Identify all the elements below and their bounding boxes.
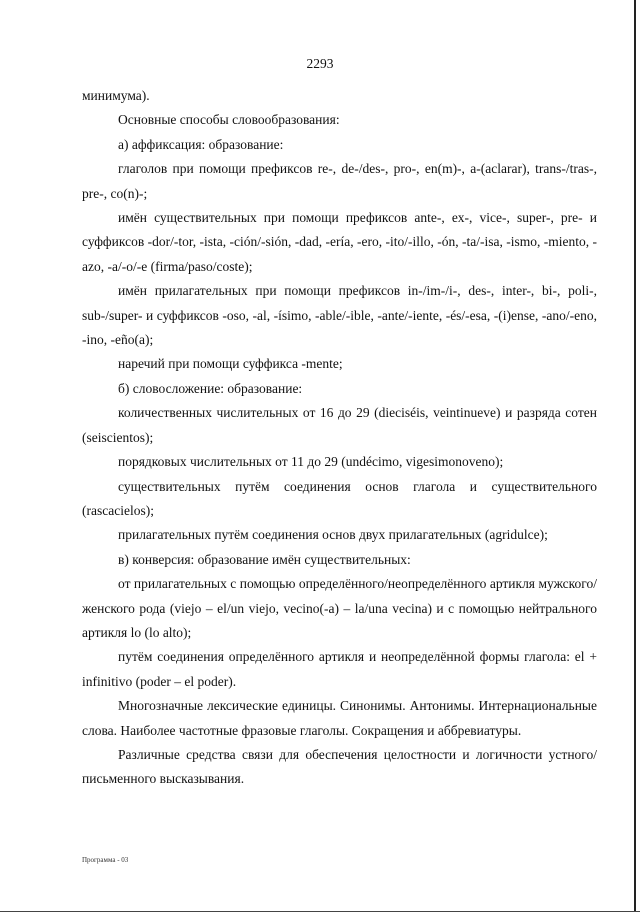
- paragraph: существительных путём соединения основ глагола и существительного (rascacielos);: [82, 478, 597, 518]
- paragraph: прилагательных путём соединения основ двух прилагательных (agridulce);: [118, 527, 548, 543]
- paragraph: имён существительных при помощи префиксов ante-, ex-, vice-, super-, pre- и суффиксов -dor/-tor, -ista, -ción/-sión, -dad, -ería, -ero, -ito/-illo, -ón, -ta/-isa, -ismo, -miento, -azo, -a/-o/-e (firma/paso/coste);: [82, 210, 597, 274]
- paragraph: порядковых числительных от 11 до 29 (undécimo, vigesimonoveno);: [118, 454, 504, 470]
- paragraph: б) словосложение: образование:: [118, 380, 303, 396]
- paragraph: Многозначные лексические единицы. Синонимы. Антонимы. Интернациональные слова. Наиболее частотные фразовые глаголы. Сокращения и аббревиатуры.: [82, 698, 597, 738]
- paragraph: глаголов при помощи префиксов re-, de-/des-, pro-, en(m)-, a-(aclarar), trans-/tras-, pre-, co(n)-;: [82, 161, 597, 201]
- paragraph: количественных числительных от 16 до 29 (dieciséis, veintinueve) и разряда сотен (seiscientos);: [82, 405, 597, 445]
- paragraph: путём соединения определённого артикля и неопределённой формы глагола: el + infinitivo (poder – el poder).: [82, 649, 597, 689]
- paragraph: в) конверсия: образование имён существительных:: [118, 551, 411, 567]
- paragraph: Основные способы словообразования:: [118, 112, 340, 128]
- footer-label: Программа - 03: [82, 856, 129, 864]
- page-number: 2293: [306, 56, 334, 71]
- document-body: [82, 84, 597, 792]
- paragraph: наречий при помощи суффикса -mente;: [118, 356, 343, 372]
- page-edge-right: [634, 0, 636, 912]
- paragraph: а) аффиксация: образование:: [118, 136, 284, 152]
- paragraph: минимума).: [82, 88, 150, 103]
- paragraph: Различные средства связи для обеспечения целостности и логичности устного/письменного высказывания.: [82, 746, 597, 787]
- paragraph: от прилагательных с помощью определённого/неопределённого артикля мужского/женского рода (viejo – el/un viejo, vecino(-a) – la/una vecina) и с помощью нейтрального артикля lo (lo alto);: [82, 576, 597, 640]
- paragraph: имён прилагательных при помощи префиксов in-/im-/i-, des-, inter-, bi-, poli-, sub-/super- и суффиксов -oso, -al, -ísimo, -able/-ible, -ante/-iente, -és/-esa, -(i)ense, -ano/-eno, -ino, -eño(a);: [82, 283, 597, 348]
